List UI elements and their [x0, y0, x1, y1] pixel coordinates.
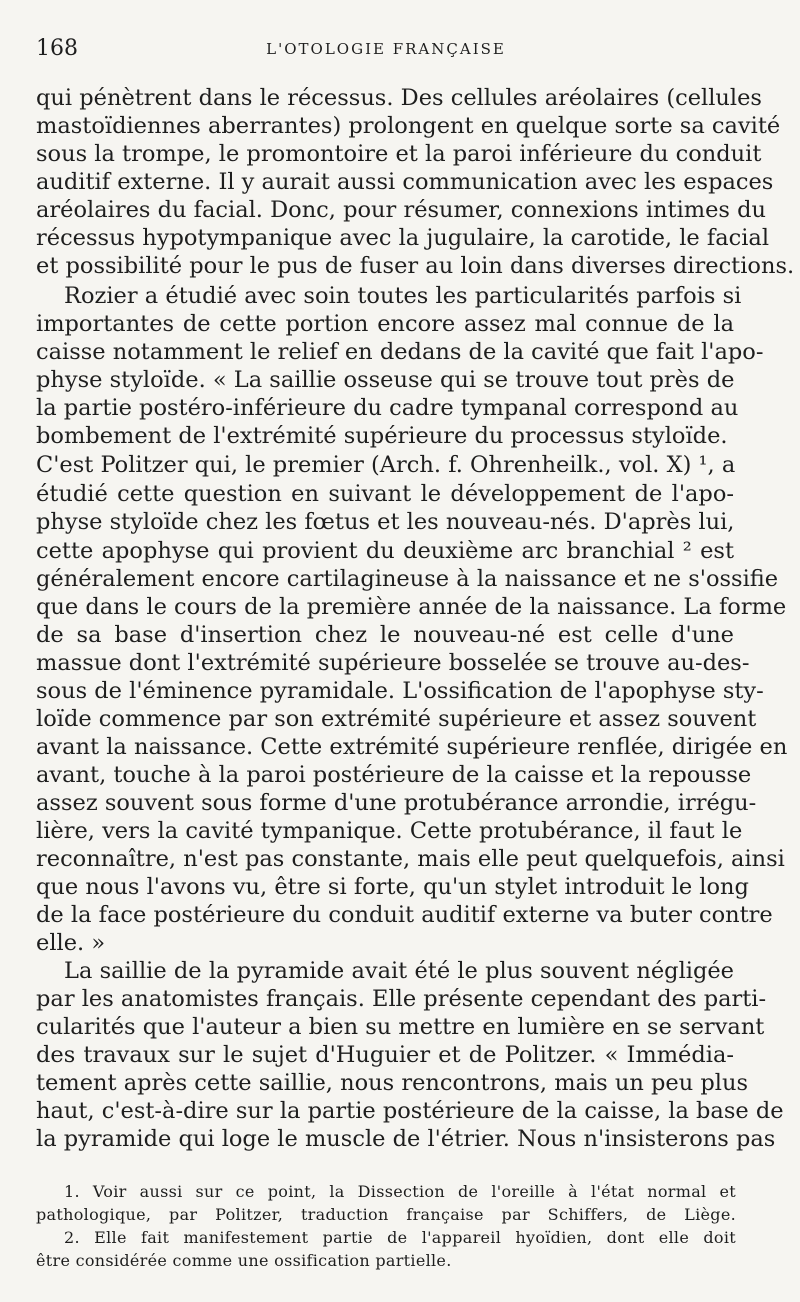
body-line: Rozier a étudié avec soin toutes les particularités parfois si: [64, 283, 742, 309]
body-line: de la face postérieure du conduit auditif externe va buter contre: [36, 902, 773, 928]
page-header: [36, 36, 736, 66]
body-line: avant la naissance. Cette extrémité supérieure renflée, dirigée en: [36, 734, 788, 760]
body-line: sous de l'éminence pyramidale. L'ossification de l'apophyse sty-: [36, 678, 764, 704]
running-title: L'OTOLOGIE FRANÇAISE: [266, 40, 506, 58]
body-line: la partie postéro-inférieure du cadre tympanal correspond au: [36, 395, 739, 421]
body-line: cette apophyse qui provient du deuxième arc branchial ² est: [36, 538, 734, 564]
body-line: auditif externe. Il y aurait aussi communication avec les espaces: [36, 169, 774, 195]
body-line: physe styloïde. « La saillie osseuse qui se trouve tout près de: [36, 367, 735, 393]
body-line: que nous l'avons vu, être si forte, qu'un stylet introduit le long: [36, 874, 749, 900]
body-line: physe styloïde chez les fœtus et les nouveau-nés. D'après lui,: [36, 509, 735, 535]
body-line: avant, touche à la paroi postérieure de la caisse et la repousse: [36, 762, 752, 788]
body-line: La saillie de la pyramide avait été le plus souvent négligée: [64, 958, 734, 984]
body-line: caisse notamment le relief en dedans de la cavité que fait l'apo-: [36, 339, 764, 365]
body-line: la pyramide qui loge le muscle de l'étrier. Nous n'insisterons pas: [36, 1126, 776, 1152]
body-line: par les anatomistes français. Elle présente cependant des parti-: [36, 986, 767, 1012]
body-line: récessus hypotympanique avec la jugulaire, la carotide, le facial: [36, 225, 770, 251]
body-line: bombement de l'extrémité supérieure du processus styloïde.: [36, 423, 728, 449]
footnote-line: être considérée comme une ossification partielle.: [36, 1251, 452, 1270]
footnote-line: pathologique, par Politzer, traduction française par Schiffers, de Liège.: [36, 1205, 736, 1224]
body-line: que dans le cours de la première année de la naissance. La forme: [36, 594, 787, 620]
body-line: mastoïdiennes aberrantes) prolongent en quelque sorte sa cavité: [36, 113, 781, 139]
body-line: et possibilité pour le pus de fuser au loin dans diverses directions.: [36, 253, 795, 279]
body-line: sous la trompe, le promontoire et la paroi inférieure du conduit: [36, 141, 762, 167]
body-line: étudié cette question en suivant le développement de l'apo-: [36, 481, 734, 507]
body-line: des travaux sur le sujet d'Huguier et de Politzer. « Immédia-: [36, 1042, 734, 1068]
body-line: aréolaires du facial. Donc, pour résumer, connexions intimes du: [36, 197, 767, 223]
body-line: généralement encore cartilagineuse à la naissance et ne s'ossifie: [36, 566, 779, 592]
footnote-line: 1. Voir aussi sur ce point, la Dissection de l'oreille à l'état normal et: [64, 1182, 736, 1201]
body-line: de sa base d'insertion chez le nouveau-né est celle d'une: [36, 622, 734, 648]
body-line: reconnaître, n'est pas constante, mais elle peut quelquefois, ainsi: [36, 846, 785, 872]
body-line: importantes de cette portion encore assez mal connue de la: [36, 311, 734, 337]
page-number: 168: [36, 36, 78, 61]
body-line: C'est Politzer qui, le premier (Arch. f. Ohrenheilk., vol. X) ¹, a: [36, 452, 736, 478]
body-line: cularités que l'auteur a bien su mettre en lumière en se servant: [36, 1014, 765, 1040]
body-line: tement après cette saillie, nous rencontrons, mais un peu plus: [36, 1070, 749, 1096]
body-line: loïde commence par son extrémité supérieure et assez souvent: [36, 706, 757, 732]
body-line: assez souvent sous forme d'une protubérance arrondie, irrégu-: [36, 790, 757, 816]
body-line: lière, vers la cavité tympanique. Cette protubérance, il faut le: [36, 818, 743, 844]
body-line: haut, c'est-à-dire sur la partie postérieure de la caisse, la base de: [36, 1098, 784, 1124]
footnote-line: 2. Elle fait manifestement partie de l'appareil hyoïdien, dont elle doit: [64, 1228, 736, 1247]
body-line: elle. »: [36, 930, 106, 956]
body-line: qui pénètrent dans le récessus. Des cellules aréolaires (cellules: [36, 85, 762, 111]
body-line: massue dont l'extrémité supérieure bosselée se trouve au-des-: [36, 650, 750, 676]
